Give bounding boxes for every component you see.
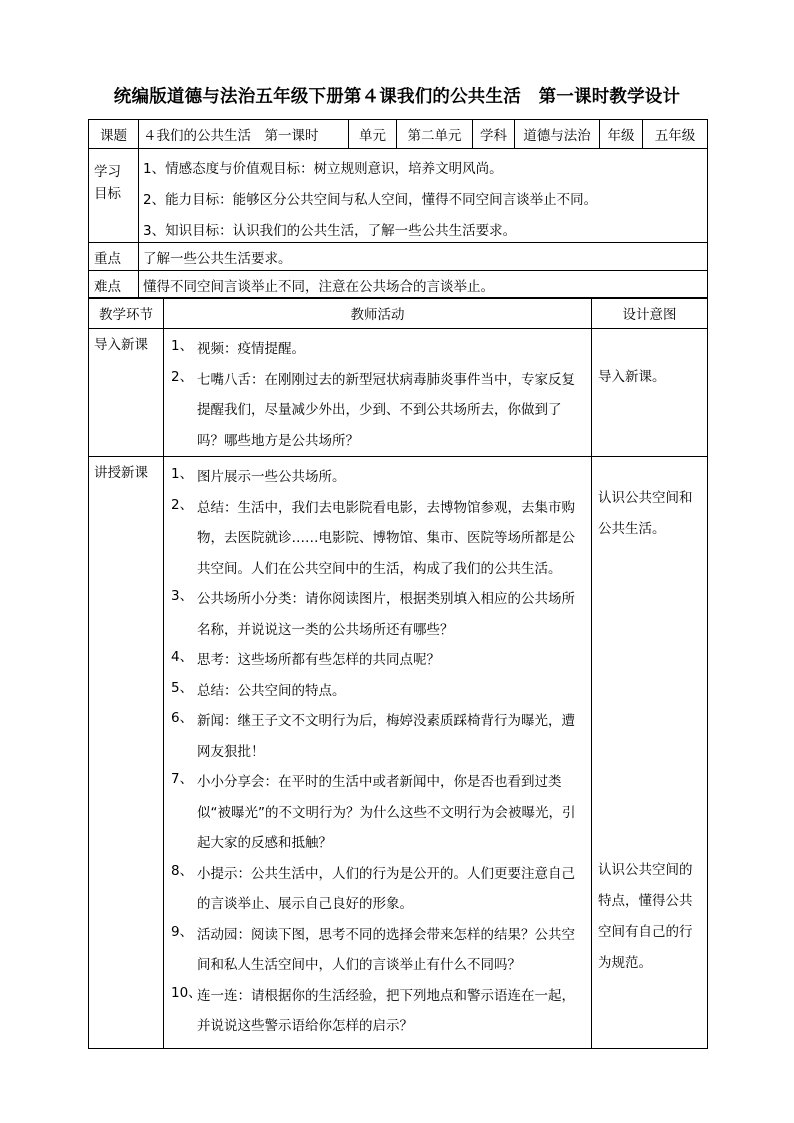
section-row — [89, 329, 708, 457]
topic-value: ４我们的公共生活 第一课时 — [139, 120, 349, 149]
info-row — [89, 120, 708, 149]
key-point-row — [89, 243, 708, 271]
objective-item: 1、情感态度与价值观目标：树立规则意识，培养文明风尚。 — [143, 161, 503, 177]
unit-label: 单元 — [349, 120, 397, 149]
objectives-list — [139, 149, 708, 243]
difficulty-value: 懂得不同空间言谈举止不同，注意在公共场合的言谈举止。 — [139, 271, 708, 299]
design-intent-header: 设计意图 — [592, 298, 708, 329]
activity-step: 6、 新闻：继王子文不文明行为后，梅婷没素质踩椅背行为曝光，遭网友狠批！ — [171, 710, 575, 760]
teacher-activity — [164, 329, 592, 457]
section-name: 讲授新课 — [89, 457, 164, 1049]
activity-step: 4、 思考：这些场所都有些怎样的共同点呢？ — [171, 649, 440, 668]
teacher-activity-header: 教师活动 — [164, 298, 592, 329]
teaching-process-table — [88, 297, 708, 1049]
design-intent: 导入新课。 — [592, 329, 708, 457]
activity-step: 10、 连一连：请根据你的生活经验，把下列地点和警示语连在一起，并说说这些警示语给你怎样的启示？ — [171, 984, 575, 1034]
process-header-row — [89, 298, 708, 329]
objectives-label — [89, 149, 139, 243]
key-point-value: 了解一些公共生活要求。 — [139, 243, 708, 271]
objective-item: 2、能力目标：能够区分公共空间与私人空间，懂得不同空间言谈举止不同。 — [143, 192, 598, 208]
activity-step: 2、 总结：生活中，我们去电影院看电影，去博物馆参观，去集市购物，去医院就诊……电影院、博物馆、集市、医院等场所都是公共空间。人们在公共空间中的生活，构成了我们的公共生活。 — [171, 496, 575, 577]
section-name: 导入新课 — [89, 329, 164, 457]
key-point-label: 重点 — [89, 243, 139, 271]
difficulty-label: 难点 — [89, 271, 139, 299]
grade-label: 年级 — [600, 120, 643, 149]
design-intent — [592, 457, 708, 1049]
unit-value: 第二单元 — [397, 120, 473, 149]
activity-step: 2、 七嘴八舌：在刚刚过去的新型冠状病毒肺炎事件当中，专家反复提醒我们，尽量减少外出，少到、不到公共场所去，你做到了吗？哪些地方是公共场所？ — [171, 368, 575, 449]
lesson-info-table — [88, 119, 708, 299]
activity-step: 5、 总结：公共空间的特点。 — [171, 679, 346, 699]
objectives-label-line1: 学习 — [94, 164, 121, 180]
section-row — [89, 457, 708, 1049]
teacher-activity — [164, 457, 592, 1049]
objective-item: 3、知识目标：认识我们的公共生活，了解一些公共生活要求。 — [143, 223, 517, 239]
activity-step: 1、 图片展示一些公共场所。 — [171, 466, 346, 485]
grade-value: 五年级 — [643, 120, 708, 149]
activity-step: 8、 小提示：公共生活中，人们的行为是公开的。人们更要注意自己的言谈举止、展示自己良好的形象。 — [171, 862, 575, 912]
subject-label: 学科 — [473, 120, 515, 149]
subject-value: 道德与法治 — [515, 120, 600, 149]
activity-step: 1、 视频：疫情提醒。 — [171, 338, 305, 357]
stage-header: 教学环节 — [89, 298, 164, 329]
design-intent-1: 认识公共空间和公共生活。 — [598, 490, 693, 537]
document-title: 统编版道德与法治五年级下册第４课我们的公共生活 第一课时教学设计 — [113, 87, 681, 107]
objectives-row — [89, 149, 708, 243]
activity-step: 9、 活动园：阅读下图，思考不同的选择会带来怎样的结果？公共空间和私人生活空间中，人们的言谈举止有什么不同吗？ — [171, 923, 575, 973]
activity-step: 3、 公共场所小分类：请你阅读图片，根据类别填入相应的公共场所名称，并说说这一类的公共场所还有哪些？ — [171, 588, 575, 638]
topic-label: 课题 — [89, 120, 139, 149]
objectives-label-line2: 目标 — [94, 186, 121, 202]
difficulty-row — [89, 271, 708, 299]
activity-step: 7、 小小分享会：在平时的生活中或者新闻中，你是否也看到过类似“被曝光”的不文明行为？为什么这些不文明行为会被曝光，引起大家的反感和抵触？ — [171, 771, 576, 851]
design-intent-2: 认识公共空间的特点，懂得公共空间有自己的行为规范。 — [598, 862, 693, 971]
